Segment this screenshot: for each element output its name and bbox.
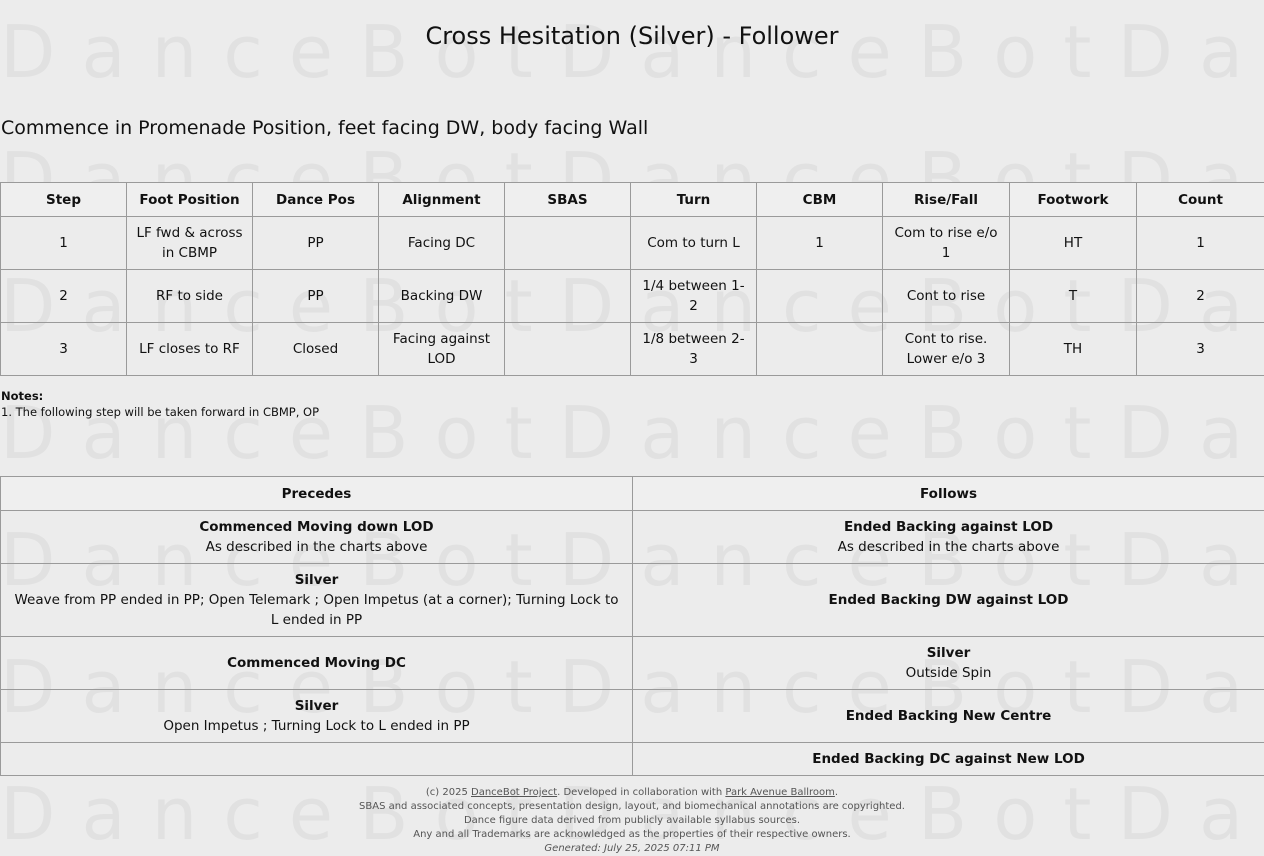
step-cell: Cont to rise [883,270,1010,323]
footer-trademarks: Any and all Trademarks are acknowledged as the properties of their respective owners. [0,828,1264,842]
col-header-count: Count [1137,183,1264,217]
relations-header-row [1,477,1264,511]
col-header-footwork: Footwork [1010,183,1137,217]
follows-cell-heading: Ended Backing DW against LOD [641,590,1256,610]
footer [0,786,1264,856]
step-row [1,323,1264,376]
step-cell: Com to rise e/o 1 [883,217,1010,270]
step-cell: HT [1010,217,1137,270]
collab-text: . Developed in collaboration with [557,787,725,798]
follows-header: Follows [633,477,1264,511]
precedes-cell [1,690,633,743]
follows-cell-heading: Ended Backing DC against New LOD [641,749,1256,769]
col-header-dance-pos: Dance Pos [253,183,379,217]
note-item: 1. The following step will be taken forward in CBMP, OP [1,404,319,420]
steps-body [1,217,1264,376]
precedes-cell-heading: Silver [9,696,624,716]
commence-position: Commence in Promenade Position, feet facing DW, body facing Wall [1,117,648,139]
step-cell: 2 [1,270,127,323]
col-header-turn: Turn [631,183,757,217]
follows-cell-heading: Ended Backing against LOD [641,517,1256,537]
precedes-cell [1,511,633,564]
step-cell: 3 [1,323,127,376]
step-cell: PP [253,217,379,270]
precedes-follows-table [0,476,1264,776]
follows-cell [633,637,1264,690]
col-header-rise-fall: Rise/Fall [883,183,1010,217]
relations-body [1,511,1264,776]
precedes-cell-heading: Commenced Moving DC [9,653,624,673]
relations-row [1,743,1264,776]
col-header-foot-position: Foot Position [127,183,253,217]
precedes-cell-figures: As described in the charts above [9,537,624,557]
precedes-cell [1,637,633,690]
col-header-alignment: Alignment [379,183,505,217]
step-cell [757,323,883,376]
step-cell: LF fwd & across in CBMP [127,217,253,270]
follows-cell [633,511,1264,564]
col-header-step: Step [1,183,127,217]
precedes-header: Precedes [1,477,633,511]
footer-copyright [0,786,1264,800]
step-cell: TH [1010,323,1137,376]
step-cell: RF to side [127,270,253,323]
follows-cell-heading: Silver [641,643,1256,663]
notes-title: Notes: [1,388,319,404]
step-cell: PP [253,270,379,323]
park-avenue-ballroom-link[interactable]: Park Avenue Ballroom [725,787,835,798]
step-cell [505,270,631,323]
step-cell: 2 [1137,270,1264,323]
step-cell: T [1010,270,1137,323]
step-cell: 1 [1137,217,1264,270]
footer-data-source: Dance figure data derived from publicly available syllabus sources. [0,814,1264,828]
copyright-prefix: (c) 2025 [426,787,471,798]
step-cell: 1/4 between 1-2 [631,270,757,323]
step-cell: Facing against LOD [379,323,505,376]
precedes-cell [1,564,633,637]
steps-header-row [1,183,1264,217]
generated-timestamp: Generated: July 25, 2025 07:11 PM [0,842,1264,856]
footer-copyright-notice: SBAS and associated concepts, presentation design, layout, and biomechanical annotations are copyrighted. [0,800,1264,814]
follows-cell [633,564,1264,637]
precedes-cell-figures: Weave from PP ended in PP; Open Telemark ; Open Impetus (at a corner); Turning Lock to L ended in PP [9,590,624,630]
footer-period: . [835,787,838,798]
step-cell: Com to turn L [631,217,757,270]
step-cell: 1 [1,217,127,270]
page-title: Cross Hesitation (Silver) - Follower [0,22,1264,50]
relations-row [1,564,1264,637]
step-cell: 1/8 between 2-3 [631,323,757,376]
follows-cell-figures: Outside Spin [641,663,1256,683]
precedes-cell [1,743,633,776]
follows-cell [633,690,1264,743]
step-cell: Closed [253,323,379,376]
step-cell: 3 [1137,323,1264,376]
step-cell: LF closes to RF [127,323,253,376]
step-cell: Backing DW [379,270,505,323]
step-cell [505,323,631,376]
step-cell: Facing DC [379,217,505,270]
precedes-cell-heading: Silver [9,570,624,590]
relations-row [1,637,1264,690]
follows-cell [633,743,1264,776]
step-cell [757,270,883,323]
col-header-cbm: CBM [757,183,883,217]
step-cell: 1 [757,217,883,270]
steps-table [0,182,1264,376]
precedes-cell-heading: Commenced Moving down LOD [9,517,624,537]
step-cell: Cont to rise. Lower e/o 3 [883,323,1010,376]
precedes-cell-figures: Open Impetus ; Turning Lock to L ended in PP [9,716,624,736]
col-header-sbas: SBAS [505,183,631,217]
step-row [1,217,1264,270]
follows-cell-heading: Ended Backing New Centre [641,706,1256,726]
step-cell [505,217,631,270]
dancebot-project-link[interactable]: DanceBot Project [471,787,557,798]
notes-section [1,388,319,420]
relations-row [1,511,1264,564]
relations-row [1,690,1264,743]
step-row [1,270,1264,323]
follows-cell-figures: As described in the charts above [641,537,1256,557]
